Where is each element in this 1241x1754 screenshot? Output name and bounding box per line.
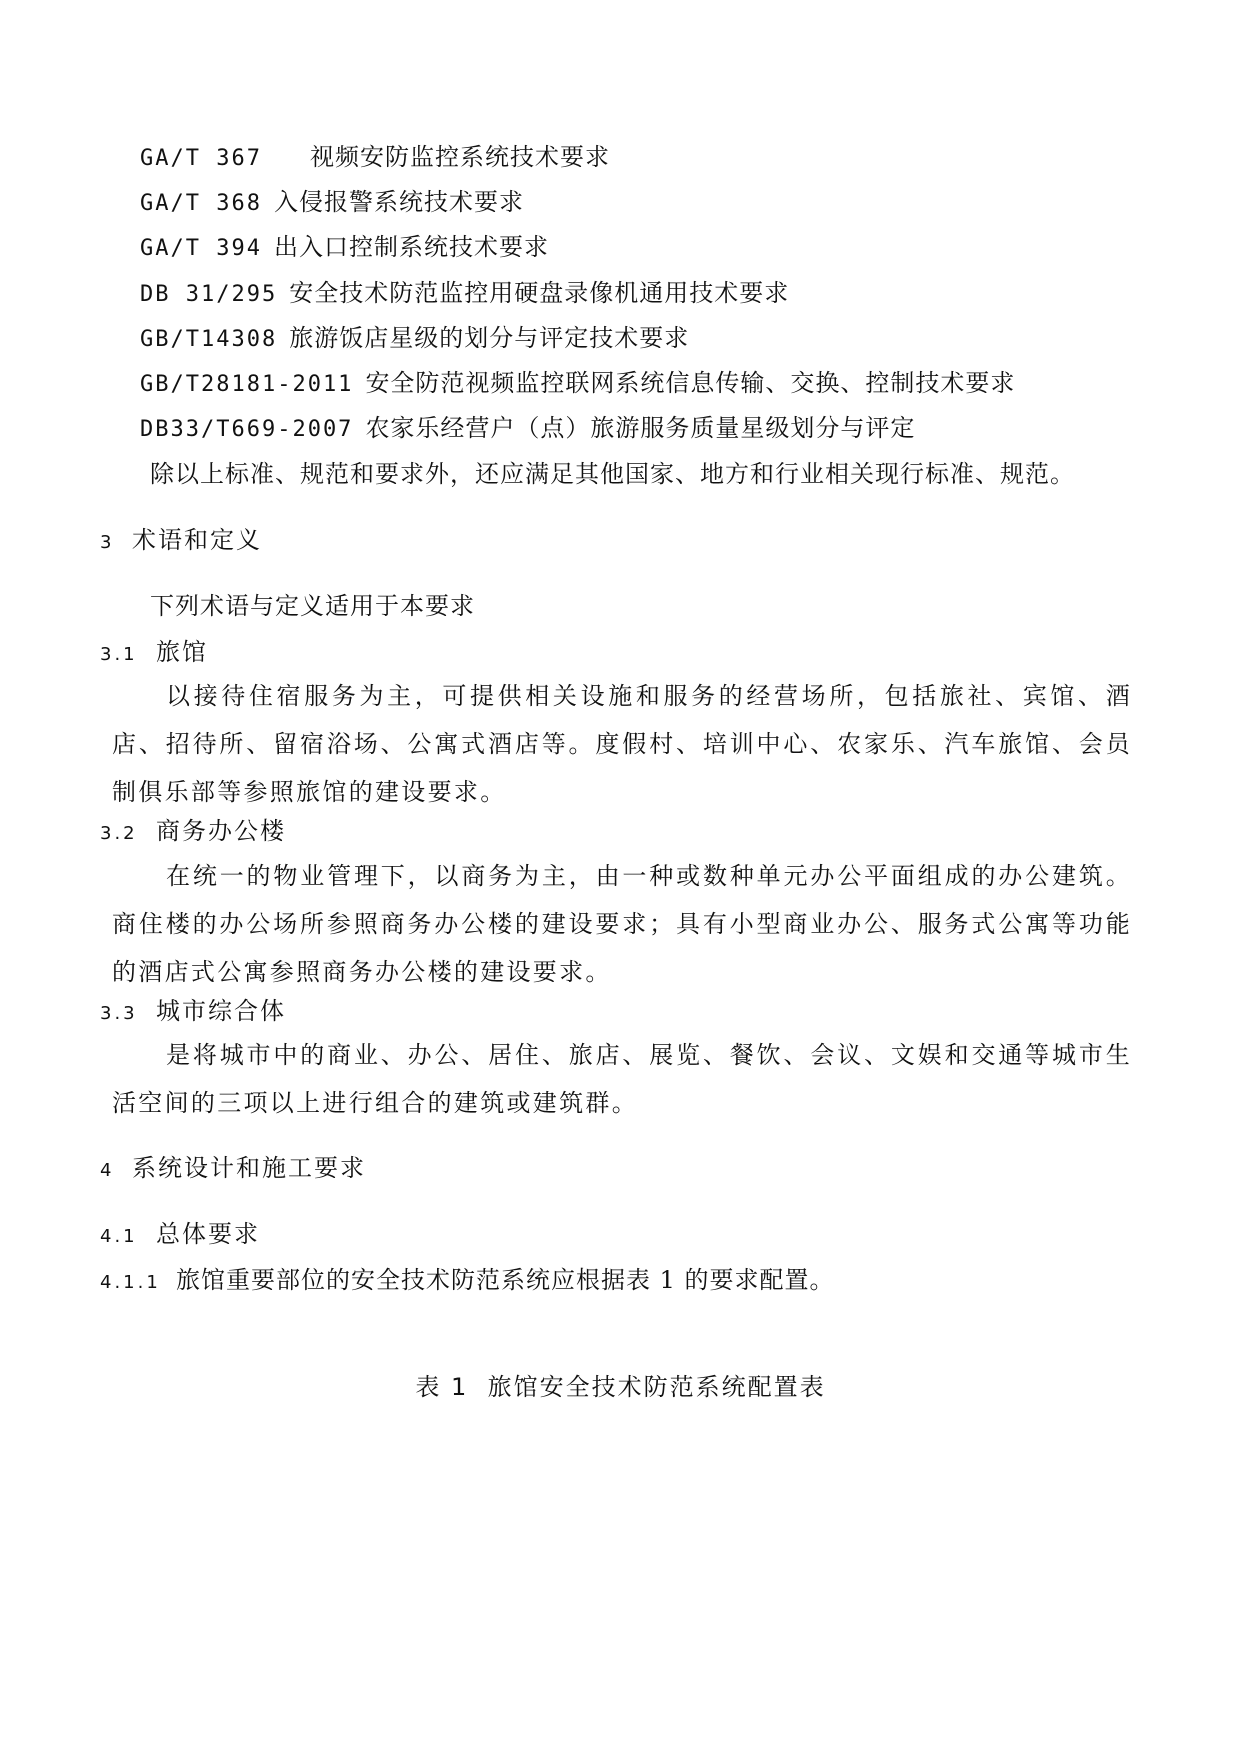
section-number: 4	[100, 1160, 115, 1181]
reference-code: DB 31/295	[140, 282, 278, 307]
clause-text: 旅馆重要部位的安全技术防范系统应根据表 1 的要求配置。	[176, 1266, 835, 1294]
term-heading	[100, 995, 286, 1030]
section-heading	[100, 1152, 366, 1187]
reference-item	[140, 231, 549, 265]
reference-title: 安全技术防范监控用硬盘录像机通用技术要求	[289, 279, 790, 307]
clause	[100, 1264, 835, 1299]
term-heading	[100, 636, 208, 671]
subsection-heading	[100, 1218, 260, 1253]
reference-title: 视频安防监控系统技术要求	[310, 143, 610, 171]
term-number: 3.1	[100, 644, 138, 665]
subsection-title: 总体要求	[156, 1220, 260, 1248]
reference-title: 出入口控制系统技术要求	[273, 233, 549, 261]
section-heading	[100, 524, 262, 559]
reference-item	[140, 322, 689, 356]
reference-code: GB/T28181-2011	[140, 372, 354, 397]
reference-code: DB33/T669-2007	[140, 417, 354, 442]
term-title: 旅馆	[156, 638, 208, 666]
reference-title: 旅游饭店星级的划分与评定技术要求	[289, 324, 690, 352]
reference-item	[140, 277, 789, 311]
table-caption: 表 1 旅馆安全技术防范系统配置表	[415, 1373, 826, 1401]
references-note: 除以上标准、规范和要求外，还应满足其他国家、地方和行业相关现行标准、规范。	[150, 460, 1075, 488]
term-number: 3.2	[100, 823, 138, 844]
section-title: 系统设计和施工要求	[132, 1154, 366, 1182]
reference-item	[140, 412, 915, 446]
reference-code: GA/T 394	[140, 236, 262, 261]
clause-number: 4.1.1	[100, 1272, 161, 1293]
term-definition: 以接待住宿服务为主，可提供相关设施和服务的经营场所，包括旅社、宾馆、酒店、招待所、留宿浴场、公寓式酒店等。度假村、培训中心、农家乐、汽车旅馆、会员制俱乐部等参照旅馆的建设要求。	[112, 682, 1132, 806]
reference-title: 农家乐经营户（点）旅游服务质量星级划分与评定	[365, 414, 916, 442]
reference-title: 安全防范视频监控联网系统信息传输、交换、控制技术要求	[365, 369, 1016, 397]
section-intro: 下列术语与定义适用于本要求	[150, 592, 475, 620]
term-definition: 在统一的物业管理下，以商务为主，由一种或数种单元办公平面组成的办公建筑。商住楼的办公场所参照商务办公楼的建设要求；具有小型商业办公、服务式公寓等功能的酒店式公寓参照商务办公楼的建设要求。	[112, 862, 1132, 986]
reference-code: GB/T14308	[140, 327, 278, 352]
term-definition: 是将城市中的商业、办公、居住、旅店、展览、餐饮、会议、文娱和交通等城市生活空间的三项以上进行组合的建筑或建筑群。	[112, 1041, 1132, 1117]
reference-code: GA/T 367	[140, 146, 262, 171]
section-title: 术语和定义	[132, 526, 262, 554]
reference-code: GA/T 368	[140, 191, 262, 216]
reference-item	[140, 367, 1015, 401]
reference-title: 入侵报警系统技术要求	[273, 188, 524, 216]
subsection-number: 4.1	[100, 1226, 138, 1247]
section-number: 3	[100, 532, 115, 553]
term-heading	[100, 815, 286, 850]
reference-item	[140, 186, 524, 220]
reference-item	[140, 141, 610, 175]
term-number: 3.3	[100, 1003, 138, 1024]
term-title: 商务办公楼	[156, 817, 286, 845]
term-title: 城市综合体	[156, 997, 286, 1025]
